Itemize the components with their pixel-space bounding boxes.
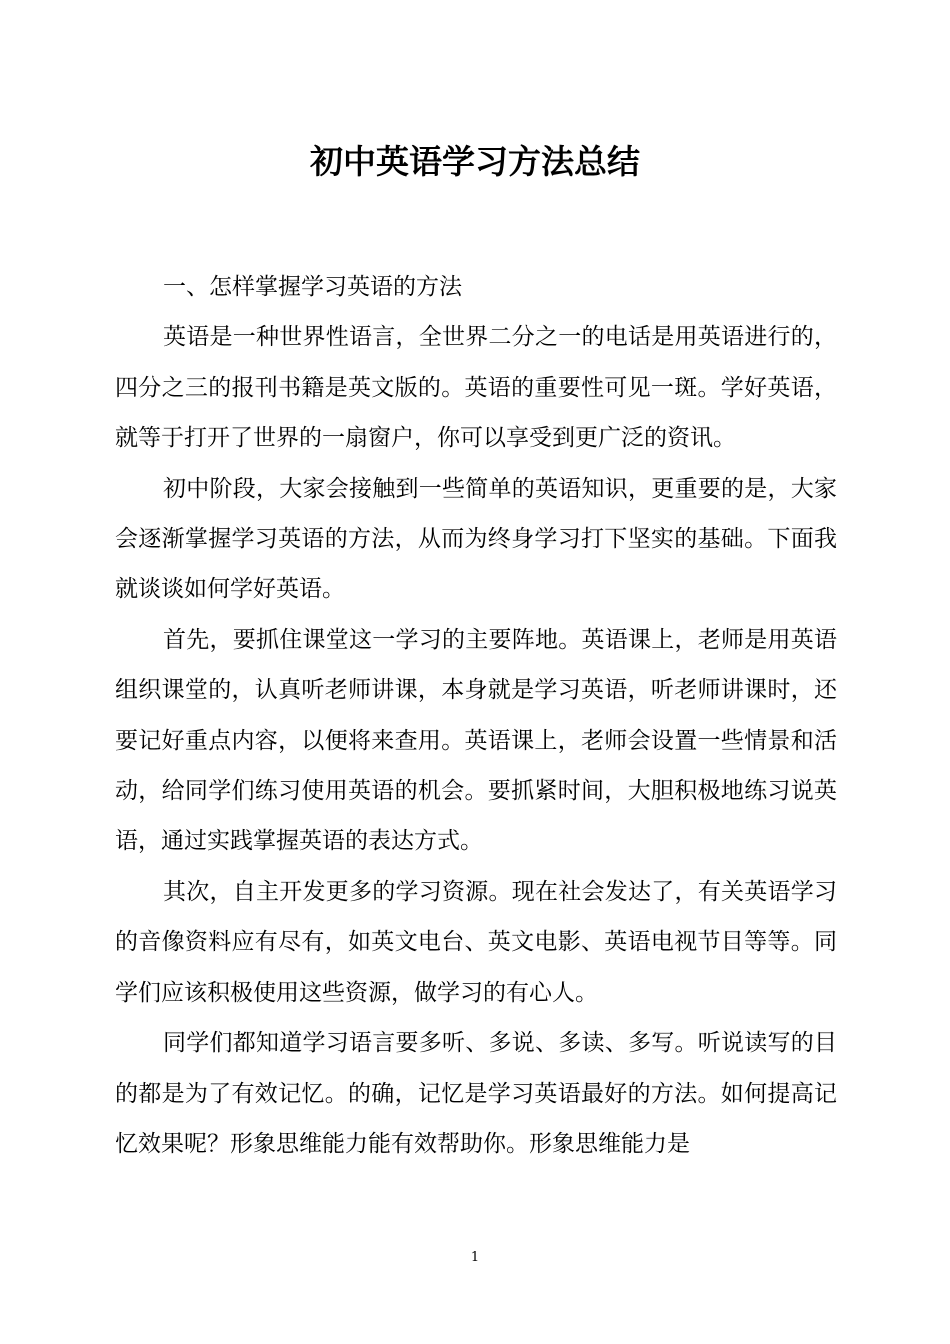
page-number: 1	[470, 1250, 480, 1265]
paragraph: 初中阶段，大家会接触到一些简单的英语知识，更重要的是，大家会逐渐掌握学习英语的方法，从而为终身学习打下坚实的基础。下面我就谈谈如何学好英语。	[115, 475, 837, 603]
paragraph: 同学们都知道学习语言要多听、多说、多读、多写。听说读写的目的都是为了有效记忆。的确，记忆是学习英语最好的方法。如何提高记忆效果呢？形象思维能力能有效帮助你。形象思维能力是	[115, 1030, 837, 1157]
document-title: 初中英语学习方法总结	[310, 142, 640, 181]
paragraph: 英语是一种世界性语言，全世界二分之一的电话是用英语进行的，四分之三的报刊书籍是英文版的。英语的重要性可见一斑。学好英语，就等于打开了世界的一扇窗户，你可以享受到更广泛的资讯。	[115, 324, 837, 452]
paragraph: 首先，要抓住课堂这一学习的主要阵地。英语课上，老师是用英语组织课堂的，认真听老师讲课，本身就是学习英语，听老师讲课时，还要记好重点内容，以便将来查用。英语课上，老师会设置一些情景和活动，给同学们练习使用英语的机会。要抓紧时间，大胆积极地练习说英语，通过实践掌握英语的表达方式。	[115, 626, 837, 855]
document-body	[115, 262, 837, 1169]
section-heading: 一、怎样掌握学习英语的方法	[163, 274, 462, 300]
paragraph: 其次，自主开发更多的学习资源。现在社会发达了，有关英语学习的音像资料应有尽有，如英文电台、英文电影、英语电视节目等等。同学们应该积极使用这些资源，做学习的有心人。	[115, 878, 837, 1006]
